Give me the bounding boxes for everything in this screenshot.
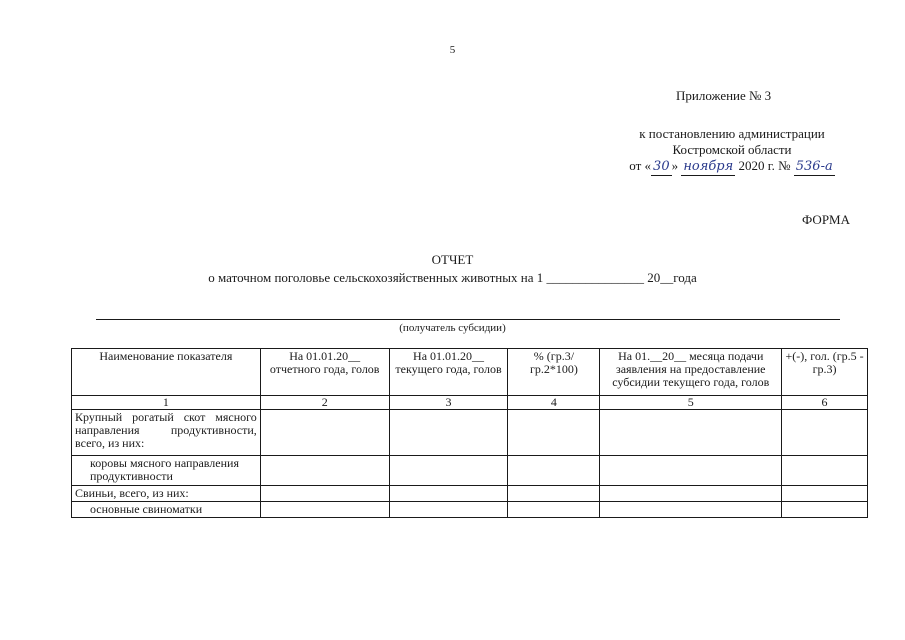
row-label-beef-cows: коровы мясного направления продуктивности <box>72 456 261 486</box>
header-percent: % (гр.3/гр.2*100) <box>508 349 600 396</box>
data-cell[interactable] <box>508 456 600 486</box>
header-current-year: На 01.01.20__ текущего года, голов <box>389 349 508 396</box>
decree-month: ноября <box>683 159 734 174</box>
data-cell[interactable] <box>782 502 868 518</box>
data-cell[interactable] <box>389 456 508 486</box>
decree-block <box>600 126 864 176</box>
data-cell[interactable] <box>389 486 508 502</box>
header-prev-year: На 01.01.20__ отчетного года, голов <box>260 349 389 396</box>
data-cell[interactable] <box>508 502 600 518</box>
data-cell[interactable] <box>782 486 868 502</box>
decree-line-1: к постановлению администрации <box>639 126 825 141</box>
appendix-title: Приложение № 3 <box>676 88 772 103</box>
row-label-cattle: Крупный рогатый скот мясного направления продуктивности, всего, из них: <box>72 410 261 456</box>
table-row <box>72 486 868 502</box>
table-header-row <box>72 349 868 396</box>
decree-number-field <box>794 158 835 176</box>
col-number: 4 <box>508 396 600 410</box>
decree-date-prefix: от « <box>629 158 652 173</box>
col-number: 1 <box>72 396 261 410</box>
decree-date-mid: » <box>671 158 679 173</box>
decree-year: 2020 г. № <box>738 158 791 173</box>
data-cell[interactable] <box>389 410 508 456</box>
decree-day: 30 <box>653 159 670 174</box>
row-label-pigs: Свиньи, всего, из них: <box>72 486 261 502</box>
header-difference: +(-), гол. (гр.5 - гр.3) <box>782 349 868 396</box>
report-table <box>71 348 868 518</box>
data-cell[interactable] <box>600 502 782 518</box>
data-cell[interactable] <box>508 486 600 502</box>
decree-day-field <box>651 158 672 176</box>
decree-date-line <box>600 158 864 176</box>
data-cell[interactable] <box>782 456 868 486</box>
decree-line-2: Костромской области <box>672 142 792 157</box>
data-cell[interactable] <box>600 456 782 486</box>
decree-month-field <box>681 158 735 176</box>
col-number: 3 <box>389 396 508 410</box>
header-application-month: На 01.__20__ месяца подачи заявления на предоставление субсидии текущего года, голов <box>600 349 782 396</box>
page-number: 5 <box>449 44 456 56</box>
report-subtitle: о маточном поголовье сельскохозяйственных животных на 1 _______________ 20__года <box>208 270 697 285</box>
col-number: 6 <box>782 396 868 410</box>
data-cell[interactable] <box>389 502 508 518</box>
col-number: 5 <box>600 396 782 410</box>
data-cell[interactable] <box>260 486 389 502</box>
data-cell[interactable] <box>260 502 389 518</box>
row-label-sows: основные свиноматки <box>72 502 261 518</box>
recipient-caption: (получатель субсидии) <box>399 322 506 334</box>
data-cell[interactable] <box>260 410 389 456</box>
col-number: 2 <box>260 396 389 410</box>
data-cell[interactable] <box>600 486 782 502</box>
decree-number: 536-а <box>795 159 833 174</box>
data-cell[interactable] <box>782 410 868 456</box>
table-row <box>72 410 868 456</box>
data-cell[interactable] <box>260 456 389 486</box>
table-row <box>72 502 868 518</box>
form-label: ФОРМА <box>802 212 850 227</box>
table-column-numbers <box>72 396 868 410</box>
data-cell[interactable] <box>508 410 600 456</box>
header-indicator: Наименование показателя <box>72 349 261 396</box>
data-cell[interactable] <box>600 410 782 456</box>
recipient-line <box>96 319 840 320</box>
report-title: ОТЧЕТ <box>431 252 474 267</box>
table-row <box>72 456 868 486</box>
